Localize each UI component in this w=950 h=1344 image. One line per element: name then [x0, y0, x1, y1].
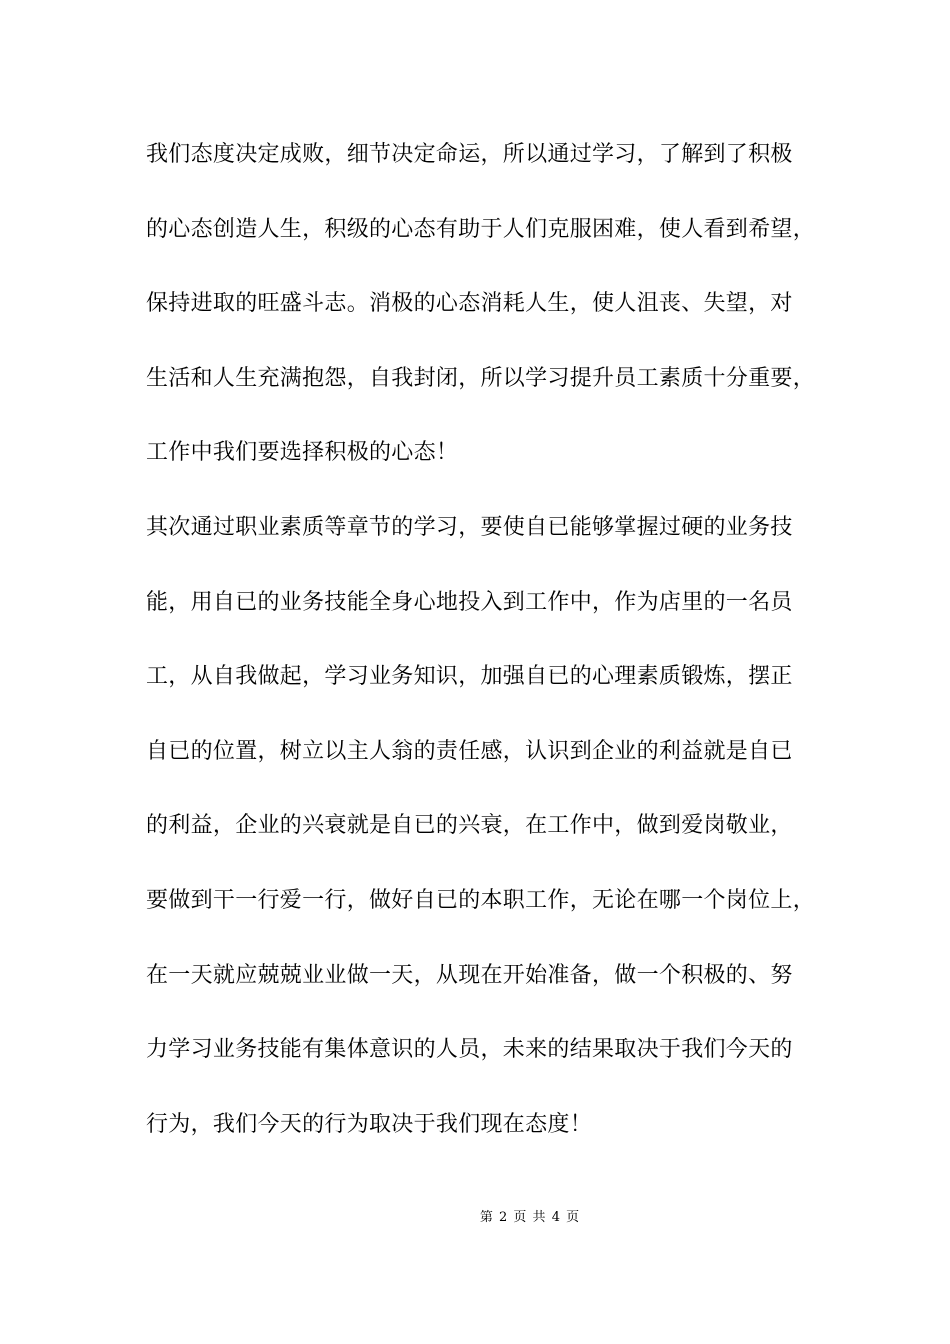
text-line: 的心态创造人生，积级的心态有助于人们克服困难，使人看到希望， [146, 216, 816, 242]
text-line: 在一天就应兢兢业业做一天，从现在开始准备，做一个积极的、努 [146, 962, 793, 988]
text-line: 能，用自已的业务技能全身心地投入到工作中，作为店里的一名员 [146, 589, 793, 615]
text-line: 生活和人生充满抱怨，自我封闭，所以学习提升员工素质十分重要， [146, 365, 816, 391]
text-line: 工作中我们要选择积极的心态！ [146, 440, 459, 466]
text-line: 的利益，企业的兴衰就是自已的兴衰，在工作中，做到爱岗敬业， [146, 813, 793, 839]
text-line: 行为，我们今天的行为取决于我们现在态度！ [146, 1111, 593, 1137]
page-number-footer: 第 2 页 共 4 页 [479, 1210, 581, 1225]
text-line: 自已的位置，树立以主人翁的责任感，认识到企业的利益就是自已 [146, 738, 793, 764]
text-line: 力学习业务技能有集体意识的人员，未来的结果取决于我们今天的 [146, 1037, 793, 1063]
text-line: 要做到干一行爱一行，做好自已的本职工作，无论在哪一个岗位上， [146, 887, 816, 913]
body-text [146, 133, 846, 1177]
text-line: 我们态度决定成败，细节决定命运，所以通过学习，了解到了积极 [146, 142, 793, 167]
text-line: 工，从自我做起，学习业务知识，加强自已的心理素质锻炼，摆正 [146, 664, 793, 690]
text-line: 保持进取的旺盛斗志。消极的心态消耗人生，使人沮丧、失望，对 [146, 291, 793, 317]
text-line: 其次通过职业素质等章节的学习，要使自已能够掌握过硬的业务技 [146, 514, 793, 540]
